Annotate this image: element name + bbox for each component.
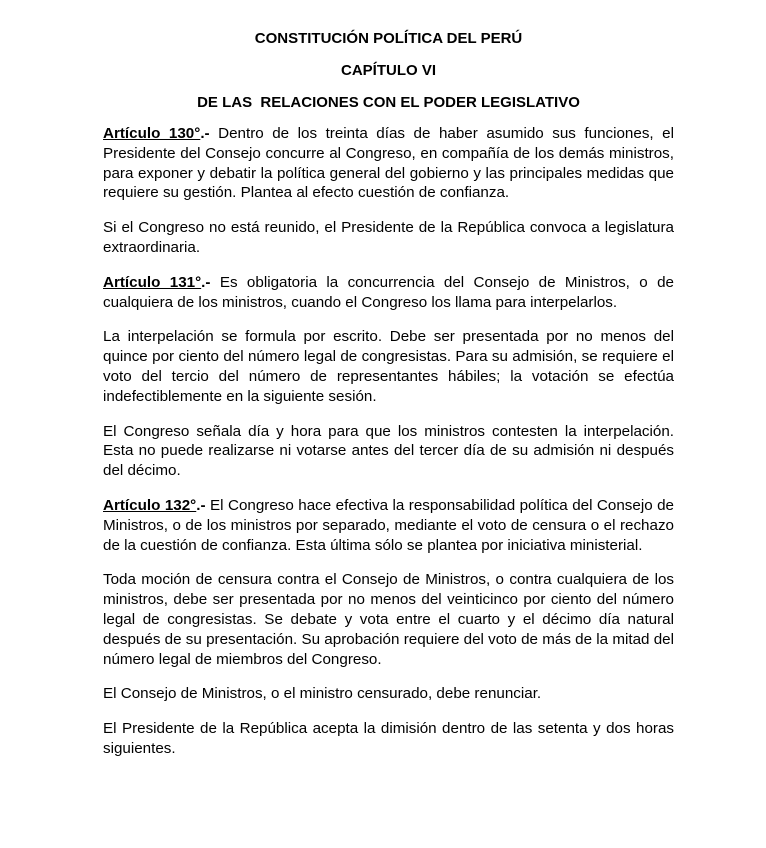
section-title: DE LAS RELACIONES CON EL PODER LEGISLATIVO	[197, 94, 580, 111]
article-132-paragraph-4: El Presidente de la República acepta la dimisión dentro de las setenta y dos horas siguientes.	[103, 720, 674, 757]
article-131-label: Artículo 131°	[103, 273, 202, 291]
article-132-paragraph-3: El Consejo de Ministros, o el ministro censurado, debe renunciar.	[103, 685, 542, 703]
article-132-paragraph-2: Toda moción de censura contra el Consejo de Ministros, o contra cualquiera de los ministros, debe ser presentada por no menos del veinticinco por ciento del número legal de congresistas. Se debate y vota entre el cuarto y el décimo día natural después de su presentación. Su aprobación requiere del voto de más de la mitad del número legal de miembros del Congreso.	[103, 571, 674, 668]
article-132-paragraph	[103, 496, 674, 555]
article-131-text: Es obligatoria la concurrencia del Consejo de Ministros, o de cualquiera de los ministros, cuando el Congreso los llama para interpelarlos.	[103, 273, 674, 311]
article-131-paragraph	[103, 273, 674, 313]
article-132-text: El Congreso hace efectiva la responsabilidad política del Consejo de Ministros, o de los ministros por separado, mediante el voto de censura o el rechazo de la cuestión de confianza. Esta última sólo se plantea por iniciativa ministerial.	[103, 496, 674, 554]
article-132-suffix: .-	[196, 496, 206, 514]
article-132-label: Artículo 132°	[103, 496, 197, 514]
article-130-paragraph	[103, 124, 674, 203]
document-title: CONSTITUCIÓN POLÍTICA DEL PERÚ	[254, 30, 523, 47]
article-131-suffix: .-	[201, 273, 211, 291]
article-130-suffix: .-	[200, 125, 210, 142]
article-130-paragraph-2: Si el Congreso no está reunido, el Presidente de la República convoca a legislatura extraordinaria.	[103, 219, 674, 256]
chapter-title: CAPÍTULO VI	[340, 62, 436, 79]
article-131-paragraph-2: La interpelación se formula por escrito. Debe ser presentada por no menos del quince por ciento del número legal de congresistas. Para su admisión, se requiere el voto del tercio del número de representantes hábiles; la votación se efectúa indefectiblemente en la siguiente sesión.	[103, 328, 674, 405]
article-130-label: Artículo 130°	[103, 125, 201, 142]
article-130-text: Dentro de los treinta días de haber asumido sus funciones, el Presidente del Consejo concurre al Congreso, en compañía de los demás ministros, para exponer y debatir la política general del gobierno y las principales medidas que requiere su gestión. Plantea al efecto cuestión de confianza.	[103, 125, 674, 202]
article-131-paragraph-3: El Congreso señala día y hora para que los ministros contesten la interpelación. Esta no puede realizarse ni votarse antes del tercer día de su admisión ni después del décimo.	[103, 422, 674, 480]
